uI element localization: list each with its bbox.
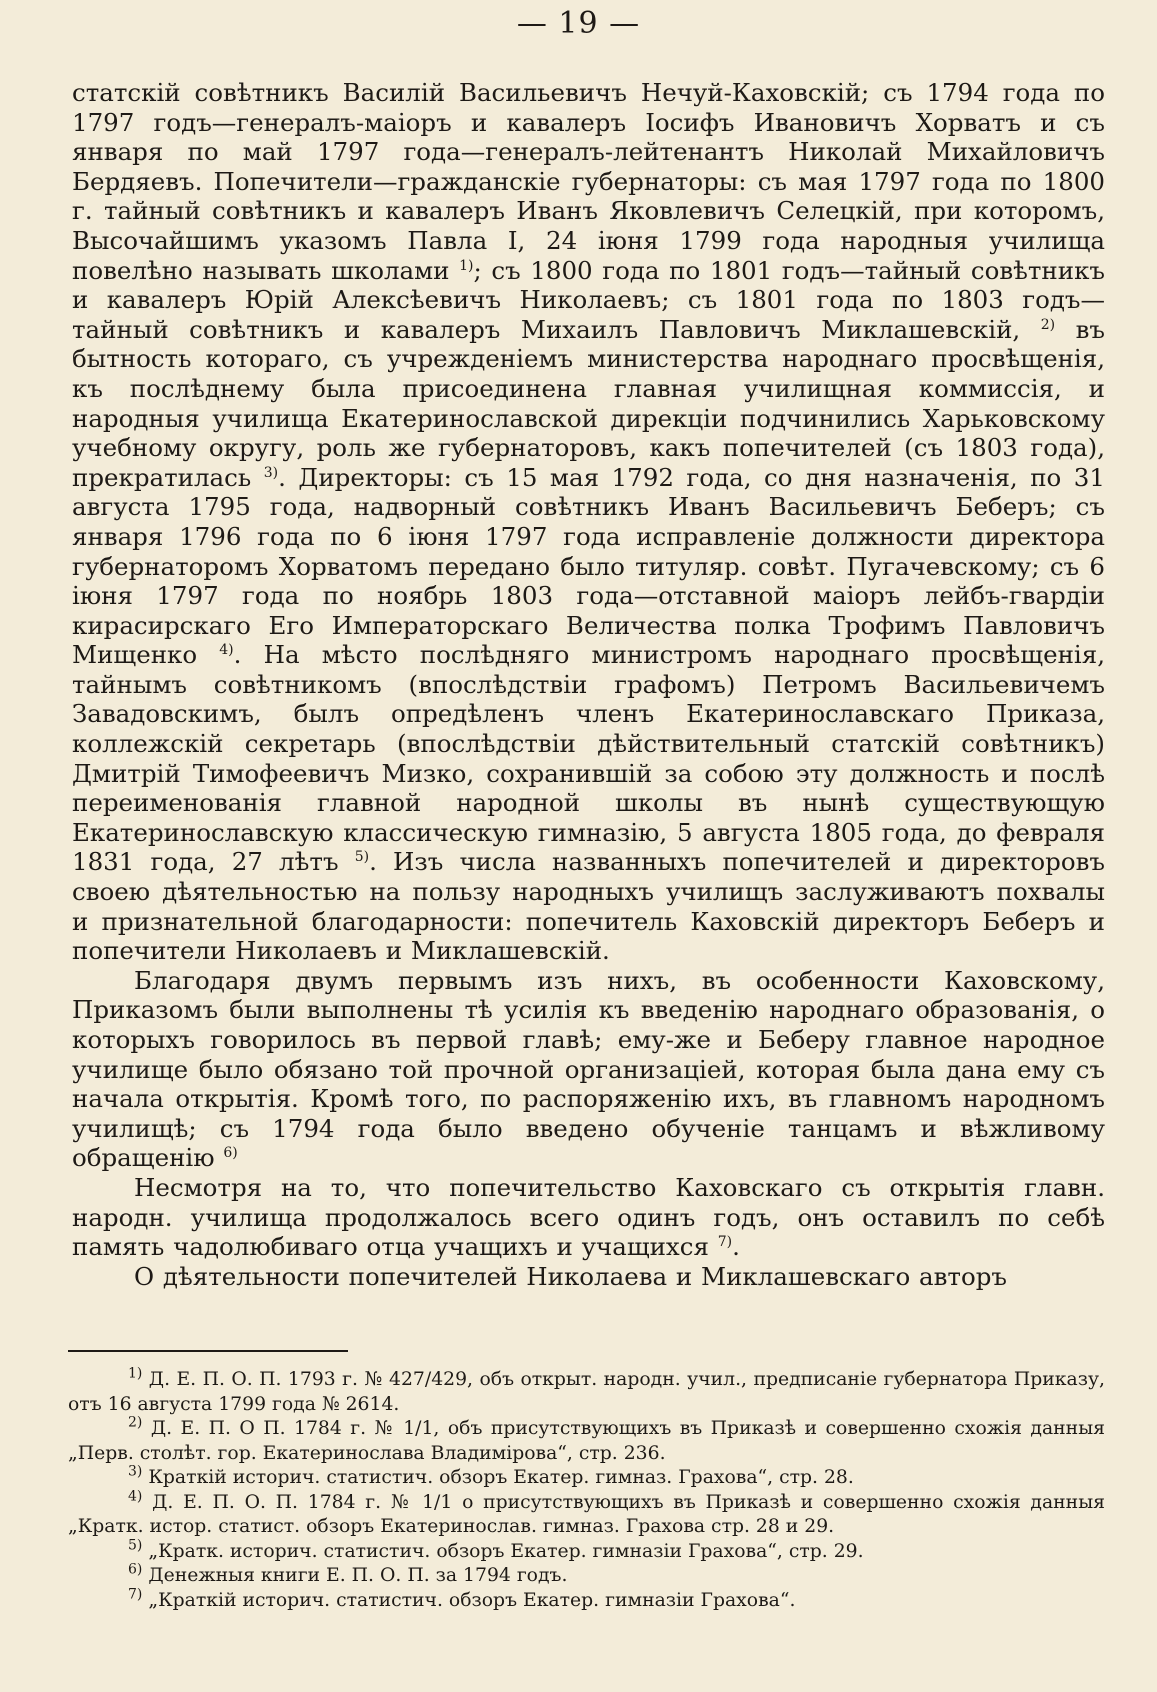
footnote-ref: 1) [459, 257, 474, 274]
footnote-text: „Кратк. историч. статистич. обзоръ Екатер. гимназіи Грахова“, стр. 29. [142, 1540, 864, 1562]
text-run: О дѣятельности попечителей Николаева и Миклашевскаго авторъ [134, 1261, 1007, 1291]
footnote-mark: 2) [128, 1414, 143, 1431]
text-run: ; съ 1800 года по 1801 годъ—тайный совѣтникъ и кавалеръ Юрій Алексѣевичъ Николаевъ; съ 1801 года по 1803 годъ—тайный совѣтникъ и кавалеръ Михаилъ Павловичъ Миклашевскій, [72, 255, 1105, 344]
footnote-ref: 5) [354, 849, 370, 866]
footnote [68, 1586, 1105, 1614]
footnotes [68, 1365, 1105, 1613]
footnote-mark: 6) [128, 1561, 143, 1578]
text-run: статскій совѣтникъ Василій Васильевичъ Нечуй-Каховскій; съ 1794 года по 1797 годъ—генералъ-маіоръ и кавалеръ Іосифъ Ивановичъ Хорватъ и съ января по май 1797 года—генералъ-лейтенантъ Николай Михайловичъ Бердяевъ. Попечители—гражданскіе губернаторы: съ мая 1797 года по 1800 г. тайный совѣтникъ и кавалеръ Иванъ Яковлевичъ Селецкій, при которомъ, Высочайшимъ указомъ Павла I, 24 іюня 1799 года народныя училища повелѣно называть школами [72, 78, 1105, 285]
footnote-ref: 4) [219, 642, 234, 659]
text-run: . Изъ числа названныхъ попечителей и директоровъ своею дѣятельностью на пользу народныхъ училищъ заслуживаютъ похвалы и признательной благодарности: попечитель Каховскій директоръ Беберъ и попечители Николаевъ и Миклашевскій. [72, 847, 1105, 966]
footnote-text: „Краткій историч. статистич. обзоръ Екатер. гимназіи Грахова“. [142, 1589, 796, 1611]
footnote-ref: 2) [1040, 316, 1056, 333]
paragraph [72, 78, 1105, 966]
text-run: въ бытность котораго, съ учрежденіемъ министерства народнаго просвѣщенія, къ послѣднему была присоединена главная училищная коммиссія, и народныя училища Екатеринославской дирекціи подчинились Харьковскому учебному округу, роль же губернаторовъ, какъ попечителей (съ 1803 года), прекратилась [72, 314, 1105, 492]
footnote-text: Краткій историч. статистич. обзоръ Екатер. гимназ. Грахова“, стр. 28. [142, 1467, 854, 1488]
footnote-mark: 3) [128, 1463, 143, 1480]
footnote-text: Д. Е. П. О. П. 1793 г. № 427/429, объ открыт. народн. учил., предписаніе губернатора Приказу, отъ 16 августа 1799 года № 2614. [68, 1369, 1105, 1415]
text-run: . Директоры: съ 15 мая 1792 года, со дня назначенія, по 31 августа 1795 года, надворный совѣтникъ Иванъ Васильевичъ Беберъ; съ января 1796 года по 6 іюня 1797 года исправленіе должности директора губернаторомъ Хорватомъ передано было титуляр. совѣт. Пугачевскому; съ 6 іюня 1797 года по ноябрь 1803 года—отставной маіоръ лейбъ-гвардіи кирасирскаго Его Императорскаго Величества полка Трофимъ Павловичъ Мищенко [72, 462, 1105, 670]
text-run: . [732, 1232, 740, 1262]
footnote [68, 1365, 1105, 1417]
paragraph [72, 966, 1105, 1173]
footnote [68, 1463, 1105, 1491]
footnote-divider [68, 1350, 348, 1352]
footnote [68, 1561, 1105, 1589]
footnote-ref: 6) [223, 1145, 238, 1162]
footnote [68, 1488, 1105, 1540]
footnote-text: Денежныя книги Е. П. О. П. за 1794 годъ. [142, 1565, 568, 1586]
paragraph [72, 1173, 1105, 1262]
body-text [72, 78, 1105, 1291]
footnote-mark: 4) [128, 1488, 143, 1505]
footnote-ref: 7) [717, 1234, 733, 1250]
footnote-mark: 5) [128, 1537, 143, 1554]
footnote-text: Д. Е. П. О П. 1784 г. № 1/1, объ присутствующихъ въ Приказѣ и совершенно схожія данныя „Перв. столѣт. гор. Екатеринослава Владимірова“, стр. 236. [68, 1418, 1105, 1464]
text-run: . На мѣсто послѣдняго министромъ народнаго просвѣщенія, тайнымъ совѣтникомъ (впослѣдствіи графомъ) Петромъ Васильевичемъ Завадовскимъ, былъ опредѣленъ членъ Екатеринославскаго Приказа, коллежскій секретарь (впослѣдствіи дѣйствительный статскій совѣтникъ) Дмитрій Тимофеевичъ Мизко, сохранившій за собою эту должность и послѣ переименованія главной народной школы въ нынѣ существующую Екатеринославскую классическую гимназію, 5 августа 1805 года, до февраля 1831 года, 27 лѣтъ [72, 640, 1105, 877]
paragraph [72, 1262, 1105, 1292]
footnote-text: Д. Е. П. О. П. 1784 г. № 1/1 о присутствующихъ въ Приказѣ и совершенно схожія данныя „Кратк. истор. статист. обзоръ Екатеринослав. гимназ. Грахова стр. 28 и 29. [68, 1491, 1105, 1537]
text-run: Несмотря на то, что попечительство Каховскаго съ открытія главн. народн. училища продолжалось всего одинъ годъ, онъ оставилъ по себѣ память чадолюбиваго отца учащихъ и учащихся [72, 1172, 1105, 1262]
footnote [68, 1537, 1105, 1565]
footnote-ref: 3) [263, 464, 279, 481]
footnote-mark: 1) [128, 1365, 143, 1382]
footnote-mark: 7) [128, 1586, 143, 1603]
text-run: Благодаря двумъ первымъ изъ нихъ, въ особенности Каховскому, Приказомъ были выполнены тѣ усилія къ введенію народнаго образованія, о которыхъ говорилось въ первой главѣ; ему-же и Беберу главное народное училище было обязано той прочной организаціей, которая была дана ему съ начала открытія. Кромѣ того, по распоряженію ихъ, въ главномъ народномъ училищѣ; съ 1794 года было введено обученіе танцамъ и вѣжливому обращенію [72, 965, 1105, 1173]
footnote [68, 1414, 1105, 1466]
page-number: — 19 — [516, 6, 641, 41]
